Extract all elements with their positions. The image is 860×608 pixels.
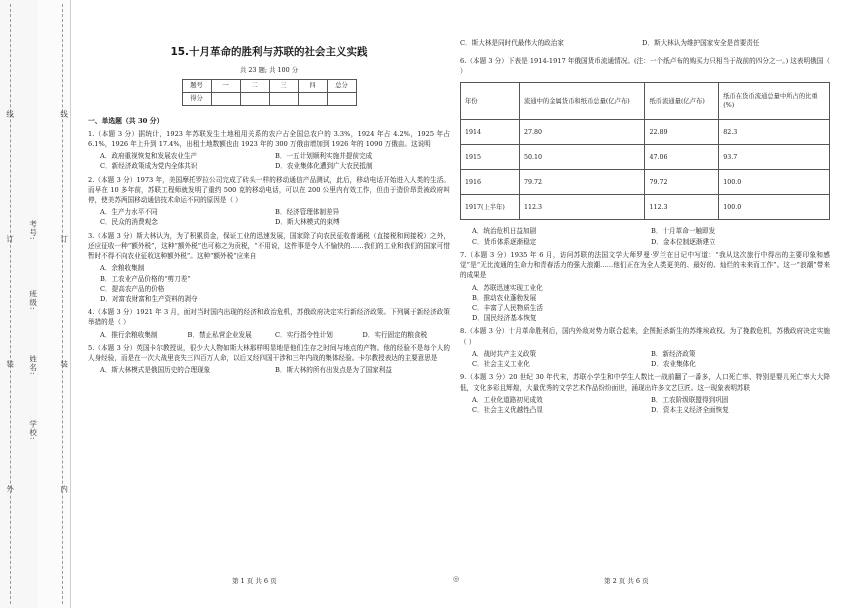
question-9 — [460, 372, 830, 415]
option-c: C．社会主义优越性凸显 — [472, 405, 543, 414]
table-cell: 100.0 — [719, 170, 830, 195]
binding-strip-inner — [38, 0, 71, 608]
score-input-cell — [211, 93, 240, 106]
score-input-cell — [298, 93, 327, 106]
page-left — [88, 30, 450, 379]
option-b: B．经济管理体制差异 — [275, 208, 340, 217]
table-cell: 50.10 — [520, 145, 645, 170]
page-number-right: 第 2 页 共 6 页 — [604, 577, 649, 585]
option-c: C．新经济政策成为党内全体共识 — [100, 162, 198, 171]
question-text: 5.（本题 3 分）英国卡尔教授说，很少大人物如斯大林那样明显地是他们生存之时间与地点的产物。他的经验不是每个人的人身经验，而是在一次大战里丧失三四百万人命，以后又经四国干涉和三年内战的集体经验。卡尔教授表达的主要意思是 — [88, 343, 450, 363]
score-input-cell — [327, 93, 356, 106]
table-header-cell: 年份 — [461, 83, 520, 120]
table-header-cell: 纸币在货币流通总量中所占的比重(%) — [719, 83, 830, 120]
page-right — [460, 42, 830, 418]
question-text: 7.（本题 3 分）1935 年 6 月，访问苏联的法国文学大师罗曼·罗兰在日记中写道：“我从这次旅行中得出的主要印象和感觉”是“无比流通的生命力和青春活力的强大浪潮……他们正在为全人类更美的、最好的、灿烂的未来而工作”。这一“浪潮”带来的成果是 — [460, 250, 830, 280]
table-cell: 93.7 — [719, 145, 830, 170]
page-number-left: 第 1 页 共 6 页 — [232, 577, 277, 585]
table-cell: 22.89 — [645, 120, 719, 145]
table-cell: 112.3 — [645, 195, 719, 220]
table-cell: 112.3 — [520, 195, 645, 220]
score-header-cell: 二 — [240, 80, 269, 93]
option-a: A．政府重视恢复和发展农业生产 — [100, 152, 198, 161]
option-d: D．农业集体化 — [651, 360, 696, 369]
option-c: C．社会主义工业化 — [472, 360, 530, 369]
option-b: B．禁止私营企业发展 — [187, 330, 252, 339]
score-table — [182, 79, 357, 106]
option-a: A．苏联迅速实现工业化 — [472, 283, 543, 292]
question-text: 9.（本题 3 分）20 世纪 30 年代末，苏联小学生和中学生人数比一战前翻了一番多，人口死亡率、特别是婴儿死亡率大大降低，文化多彩且辉煌，大量优秀的文学艺术作品纷纷面世，涌现出许多文艺巨匠。这一现象表明苏联 — [460, 373, 830, 392]
table-cell: 79.72 — [645, 170, 719, 195]
option-d: D．斯大林认为维护国家安全是首要责任 — [642, 39, 760, 47]
table-cell: 100.0 — [719, 195, 830, 220]
field-kaohao: 考号: — [28, 220, 38, 241]
margin-mark-zhuang-inner: 装 — [59, 360, 69, 369]
score-header-cell: 总分 — [327, 80, 356, 93]
field-xingming: 姓名: — [28, 355, 38, 376]
option-c: C．民众的消费观念 — [100, 218, 158, 227]
margin-mark-zhuang-outer: 装 — [5, 360, 15, 369]
question-6 — [460, 56, 830, 247]
margin-mark-xian-outer: 线 — [5, 110, 15, 119]
table-cell: 27.80 — [520, 120, 645, 145]
option-a: A．战时共产主义政策 — [472, 349, 537, 358]
option-c: C．实行指令性计划 — [275, 330, 333, 339]
option-d: D．实行固定的粮食税 — [362, 330, 428, 339]
table-cell: 1915 — [461, 145, 520, 170]
score-header-cell: 四 — [298, 80, 327, 93]
table-cell: 79.72 — [520, 170, 645, 195]
section-title: 一、单选题（共 30 分） — [88, 117, 164, 126]
question-4 — [88, 307, 450, 340]
cut-line-inner — [62, 4, 63, 604]
margin-mark-nei-inner: 内 — [59, 485, 69, 494]
option-b: B．斯大林的所有出发点是为了国家利益 — [275, 366, 392, 375]
table-cell: 1914 — [461, 120, 520, 145]
table-cell: 1916 — [461, 170, 520, 195]
question-3 — [88, 231, 450, 305]
table-row — [461, 170, 830, 195]
field-banji: 班级: — [28, 290, 38, 311]
question-text: 1.（本题 3 分）据统计，1923 年苏联发生土地租用关系的农户占全国总农户的 3.3%，1924 年占 4.2%，1925 年占 6.1%，1926 年上升到 17.4%，出租土地数额也由 1923 年的 300 万俄亩增加到 1926 年的 1090 万俄亩。这说明 — [88, 129, 450, 148]
question-text: 2.（本题 3 分）1973 年，美国摩托罗拉公司完成了砖头一样的移动通信产品测试，此后，移动电话开始进入人类的生活。而早在 10 多年前，苏联工程师就发明了重约 500 克的移动电话，可以在 200 公里内有效工作，但由于造价昂贵被政府叫停，使美苏两国移动通信技术命运不同的原因是（ ） — [88, 175, 450, 205]
page-subtitle: 共 23 题; 共 100 分 — [239, 66, 299, 75]
option-a: A．工业化道路初见成效 — [472, 395, 543, 404]
question-text: 8.（本题 3 分）十月革命胜利后，国内外敌对势力联合起来，企图扼杀新生的苏维埃政权。为了挽救危机，苏俄政府决定实施（ ） — [460, 327, 830, 346]
score-header-cell: 一 — [211, 80, 240, 93]
option-c: C．货币体系逐渐稳定 — [472, 237, 537, 246]
option-a: A．生产力水平不同 — [100, 208, 158, 217]
score-label-cell: 得分 — [182, 93, 211, 106]
table-header-cell: 纸币流通量(亿卢布) — [645, 83, 719, 120]
option-c: C．斯大林是同时代最伟大的政治家 — [460, 39, 564, 47]
question-8 — [460, 326, 830, 369]
option-d: D．国民经济基本恢复 — [472, 314, 537, 323]
table-row — [461, 120, 830, 145]
table-cell: 82.3 — [719, 120, 830, 145]
currency-table — [460, 82, 830, 220]
question-text: 4.（本题 3 分）1921 年 3 月，面对当时国内出现的经济和政治危机，苏俄政府决定实行新经济政策。下列属于新经济政策举措的是（ ） — [88, 308, 450, 327]
option-b: B．推动农业蓬勃发展 — [472, 293, 537, 302]
option-b: B．一五计划顺利实施并提前完成 — [275, 152, 373, 161]
option-a: A．统治危机日益加剧 — [472, 227, 537, 236]
option-d: D．金本位制逐渐建立 — [651, 237, 716, 246]
option-c: C．丰富了人民物质生活 — [472, 303, 543, 312]
score-input-cell — [240, 93, 269, 106]
option-d: D．斯大林模式的束缚 — [275, 218, 340, 227]
option-d: D．对富农财富和生产资料的剥夺 — [100, 295, 198, 303]
question-2 — [88, 175, 450, 228]
option-b: B．新经济政策 — [651, 349, 696, 358]
page-title: 15.十月革命的胜利与苏联的社会主义实践 — [170, 46, 368, 58]
option-d: D．农业集体化遭到广大农民抵制 — [275, 162, 373, 171]
option-b: B．工农阶级联盟得到巩固 — [651, 395, 729, 404]
table-cell: 1917(上半年) — [461, 195, 520, 220]
margin-mark-ding-outer: 订 — [5, 235, 15, 244]
question-1 — [88, 129, 450, 172]
field-xuexiao: 学校: — [28, 420, 38, 441]
question-5 — [88, 343, 450, 376]
table-row — [461, 145, 830, 170]
option-c: C．提高农产品的价格 — [100, 284, 165, 293]
option-a: A．余粮收集制 — [100, 264, 145, 273]
option-d: D．资本主义经济全面恢复 — [651, 405, 729, 414]
margin-mark-xian-inner: 线 — [59, 110, 69, 119]
option-a: A．推行余粮收集制 — [100, 330, 158, 339]
option-b: B．工农业产品价格的“剪刀差” — [100, 274, 191, 283]
binding-circle-icon: ◎ — [453, 575, 460, 583]
table-header-cell: 流通中的金属货币和纸币总量(亿卢布) — [520, 83, 645, 120]
question-text: 6.（本题 3 分）下表是 1914-1917 年俄国货币流通情况。(注：一个纸卢布的购买力只相当于战前的四分之一。) 这表明俄国（ ） — [460, 57, 830, 76]
option-b: B．十月革命一触即发 — [651, 227, 716, 236]
score-header-cell: 题号 — [182, 80, 211, 93]
table-cell: 47.06 — [645, 145, 719, 170]
question-text: 3.（本题 3 分）斯大林认为，为了积累资金，保证工业的迅速发展，国家除了向农民征收普通税（直接税和间接税）之外，还应征收一种“额外税”，这种“额外税”也可称之为贡税，“不用说，这件事是令人不愉快的……我们的工业和我们的国家可惜暂时不得不向农业征收这种额外税”。这种“额外税”应来自 — [88, 231, 450, 261]
score-header-cell: 三 — [269, 80, 298, 93]
score-input-cell — [269, 93, 298, 106]
margin-mark-wai-outer: 外 — [5, 485, 15, 494]
cut-line-outer — [10, 4, 11, 604]
table-row — [461, 195, 830, 220]
question-7 — [460, 250, 830, 324]
option-a: A．斯大林模式是俄国历史的合理现象 — [100, 366, 211, 375]
margin-mark-ding-inner: 订 — [59, 235, 69, 244]
